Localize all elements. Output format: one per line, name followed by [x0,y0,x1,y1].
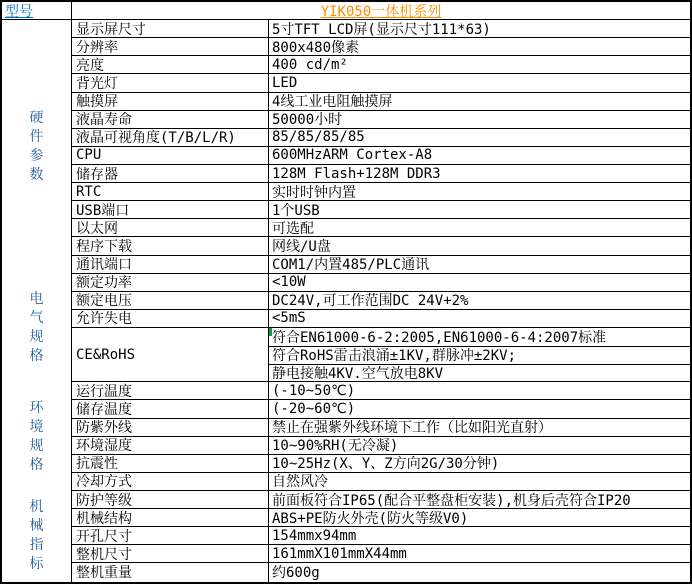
spec-row [72,38,690,56]
spec-row [72,419,690,437]
spec-row [72,527,690,545]
spec-value-line-text: 符合RoHS雷击浪涌±1KV,群脉冲±2KV; [272,348,517,364]
spec-value-multiline [269,328,690,381]
spec-value: 400 cd/m² [272,56,348,73]
spec-param: 分辨率 [72,38,269,55]
spec-param: 允许失电 [72,310,269,327]
spec-value: 161mmX101mmX44mm [272,545,407,562]
spec-value: 实时时钟内置 [272,184,356,201]
spec-value: 网线/U盘 [272,238,331,255]
spec-param: 运行温度 [72,382,269,399]
spec-value: DC24V,可工作范围DC 24V+2% [272,293,469,309]
spec-value: 可选配 [272,220,314,237]
spec-value: <10W [272,274,306,291]
section-rows [72,20,690,274]
spec-value: 154mmx94mm [272,527,357,544]
spec-param: 液晶可视角度(T/B/L/R) [72,129,269,146]
spec-value: 600MHzARM Cortex-A8 [272,147,433,164]
spec-row [72,237,690,255]
spec-value: 自然风冷 [272,474,328,490]
section-category-cell [2,20,72,274]
model-label[interactable]: 型号 [2,2,72,19]
spec-row [72,111,690,129]
spec-param: 防紫外线 [72,419,269,436]
spec-row [72,563,690,581]
spec-row [72,509,690,527]
spec-row [72,129,690,147]
spec-value: (-20~60℃) [272,400,356,417]
spec-value: COM1/内置485/PLC通讯 [272,257,430,273]
spec-value: 50000小时 [272,112,343,128]
spec-row [72,256,690,274]
spec-value: ABS+PE防火外壳(防火等级V0) [272,510,469,527]
section-rows [72,382,690,491]
spec-param: 储存器 [72,165,269,182]
section-hardware [2,20,690,274]
spec-param: RTC [72,183,269,200]
spec-param: 储存温度 [72,400,269,417]
spec-param: 抗震性 [72,455,269,472]
spec-value: LED [272,74,298,91]
spec-row [72,437,690,455]
spec-row [72,183,690,201]
spec-row-ce-rohs [72,328,690,382]
spec-row [72,545,690,563]
spec-value-line [269,364,690,382]
section-category-cell [2,382,72,491]
spec-value-line-text: 静电接触4KV.空气放电8KV [272,365,444,382]
spec-param: 机械结构 [72,509,269,526]
spec-param: 以太网 [72,219,269,236]
spec-value: 禁止在强紫外线环境下工作（比如阳光直射） [272,420,552,436]
spec-param: 额定电压 [72,292,269,309]
section-category-cell [2,491,72,582]
spec-param: 整机重量 [72,563,269,581]
section-category-cell [2,274,72,383]
spec-param: 通讯端口 [72,256,269,273]
spec-value-line [269,328,690,346]
spec-value: 10~25Hz(X、Y、Z方向2G/30分钟) [272,456,500,472]
spec-row [72,147,690,165]
spec-row [72,382,690,400]
spec-param: CE&RoHS [72,328,269,381]
section-environment [2,382,690,491]
spec-param: 冷却方式 [72,473,269,490]
spec-value: 800x480像素 [272,39,360,56]
spec-row [72,74,690,92]
spec-row [72,491,690,509]
spec-value: 4线工业电阻触摸屏 [272,94,393,110]
section-category-label: 电气规格 [29,290,44,364]
spec-row [72,400,690,418]
section-category-label: 硬件参数 [29,109,44,183]
spec-row [72,20,690,38]
section-category-label: 机械指标 [29,499,44,573]
spec-row [72,473,690,491]
spec-value: 前面板符合IP65(配合平整盘柜安装),机身后壳符合IP20 [272,492,631,509]
spec-param: 防护等级 [72,491,269,508]
spec-row [72,219,690,237]
spec-row [72,455,690,473]
spec-value-line-text: 符合EN61000-6-2:2005,EN61000-6-4:2007标准 [272,329,607,346]
spec-param: 亮度 [72,56,269,73]
header-row [2,2,690,20]
cell-corner-tick [269,328,272,336]
spec-param: 环境湿度 [72,437,269,454]
spec-value: 10~90%RH(无冷凝) [272,438,399,454]
section-rows [72,491,690,582]
spec-value: <5mS [272,310,306,327]
spec-param: 额定功率 [72,274,269,291]
spec-param: 整机尺寸 [72,545,269,562]
spec-value-line [269,346,690,364]
section-electrical [2,274,690,383]
spec-param: 程序下载 [72,237,269,254]
spec-param: 背光灯 [72,74,269,91]
spec-row [72,274,690,292]
spec-param: 液晶寿命 [72,111,269,128]
section-rows [72,274,690,383]
spec-param: USB端口 [72,201,269,218]
spec-value: (-10~50℃) [272,382,356,399]
spec-row [72,292,690,310]
spec-value: 1个USB [272,202,320,219]
spec-row [72,93,690,111]
spec-value: 5寸TFT LCD屏(显示尺寸111*63) [272,21,491,38]
spec-value: 约600g [272,565,320,582]
spec-value: 128M Flash+128M DDR3 [272,165,441,182]
section-mechanical [2,491,690,582]
spec-param: CPU [72,147,269,164]
spec-row [72,310,690,328]
section-category-label: 环境规格 [29,399,44,473]
series-title[interactable]: YIK050一体机系列 [320,3,442,20]
spec-row [72,56,690,74]
spec-value: 85/85/85/85 [272,129,365,146]
spec-row [72,165,690,183]
spec-param: 触摸屏 [72,93,269,110]
spec-param: 显示屏尺寸 [72,20,269,37]
spec-row [72,201,690,219]
spec-param: 开孔尺寸 [72,527,269,544]
